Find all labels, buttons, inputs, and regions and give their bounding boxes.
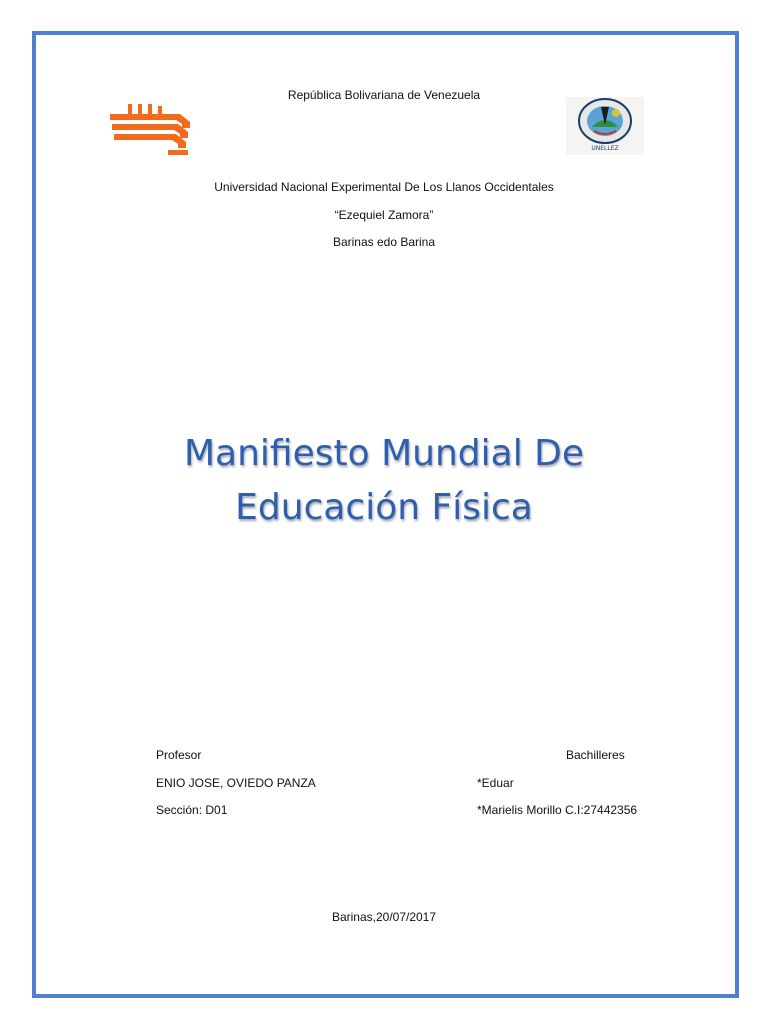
- seal-text: UNELLEZ: [591, 145, 619, 152]
- university-honoree: “Ezequiel Zamora”: [334, 208, 434, 222]
- students-label: Bachilleres: [566, 748, 625, 762]
- section-label: Sección: D01: [156, 803, 228, 817]
- teacher-label: Profesor: [156, 748, 202, 762]
- document-title-line-1: Manifiesto Mundial De: [183, 433, 585, 474]
- country-line: República Bolivariana de Venezuela: [287, 88, 481, 102]
- place-and-date: Barinas,20/07/2017: [331, 910, 437, 924]
- university-name: Universidad Nacional Experimental De Los Llanos Occidentales: [214, 180, 554, 194]
- ministry-stripes-logo: [108, 100, 198, 160]
- document-title-line-2: Educación Física: [235, 487, 533, 528]
- unellez-seal-logo: [566, 97, 644, 155]
- teacher-name: ENIO JOSE, OVIEDO PANZA: [156, 776, 316, 790]
- student-1: *Eduar: [477, 776, 514, 790]
- student-2: *Marielis Morillo C.I:27442356: [477, 803, 638, 817]
- location-line: Barinas edo Barina: [332, 235, 436, 249]
